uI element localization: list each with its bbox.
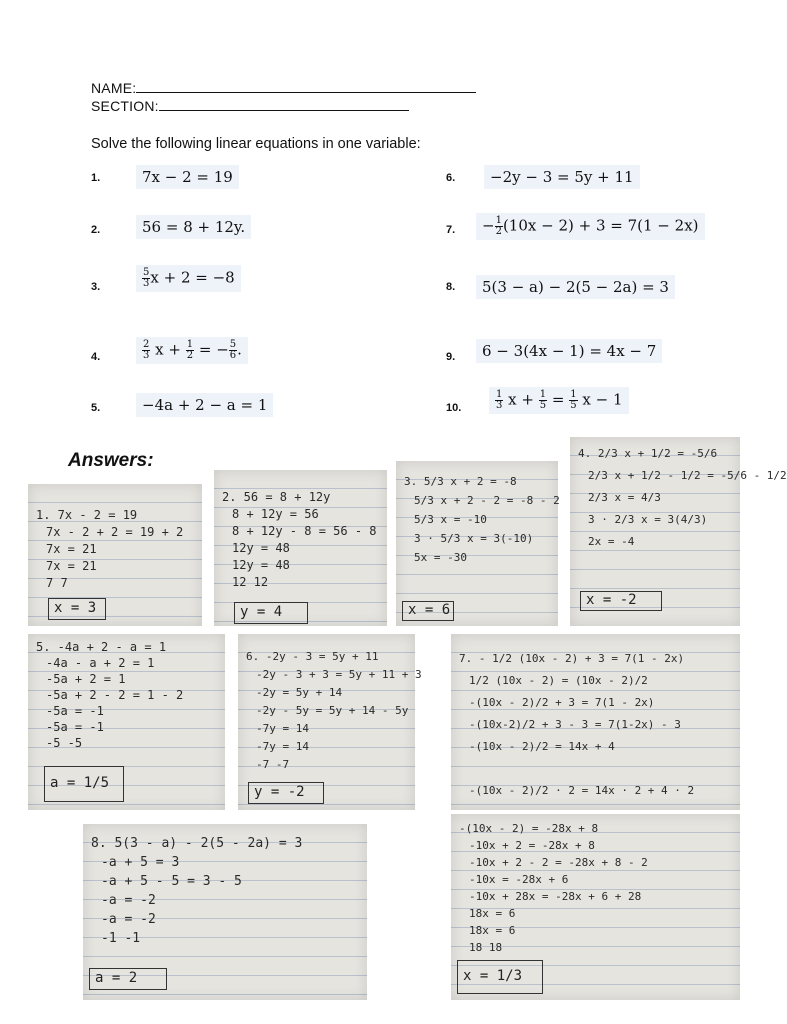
final-answer: a = 1/5	[50, 775, 110, 791]
fraction: $\frac{1}{3}$	[496, 389, 503, 411]
work-line: -5 -5	[46, 736, 83, 750]
question-number: 3.	[91, 281, 101, 293]
question-equation: −2y − 3 = 5y + 11	[484, 165, 640, 189]
work-line: 2/3 x = 4/3	[588, 491, 661, 504]
work-line: -10x + 2 - 2 = -28x + 8 - 2	[469, 856, 648, 869]
work-line: 5x = -30	[414, 551, 467, 564]
question-number: 10.	[446, 402, 462, 414]
question-number: 5.	[91, 402, 101, 414]
answer-photo-4	[570, 437, 787, 626]
work-line: -a = -2	[101, 912, 156, 927]
work-line: -10x + 2 = -28x + 8	[469, 839, 595, 852]
answer-photo-8	[83, 824, 367, 1000]
answer-photo-3	[396, 461, 558, 626]
question-equation: $\frac{2}{3}$ x + $\frac{1}{2}$ = − $\frac{5}{6}$ .	[136, 337, 248, 364]
work-line: 3 · 5/3 x = 3(-10)	[414, 532, 534, 545]
name-line	[136, 80, 476, 93]
section-field	[91, 98, 409, 114]
work-line: 12y = 48	[232, 541, 290, 555]
work-line: -(10x-2)/2 + 3 - 3 = 7(1-2x) - 3	[469, 718, 681, 731]
name-label: NAME:	[91, 80, 137, 96]
work-line: 7x = 21	[46, 559, 97, 573]
final-answer: x = 3	[54, 600, 97, 616]
question-number: 4.	[91, 351, 101, 363]
answer-photo-9	[451, 814, 740, 1000]
final-answer: y = -2	[254, 784, 305, 800]
question-equation: − $\frac{1}{2}$ (10x − 2) + 3 = 7(1 − 2x)	[476, 213, 705, 240]
work-line: 2/3 x + 1/2 - 1/2 = -5/6 - 1/2	[588, 469, 787, 482]
fraction: $\frac{2}{3}$	[143, 339, 150, 361]
work-line: -5a = -1	[46, 704, 104, 718]
fraction: $\frac{1}{2}$	[186, 339, 194, 361]
work-line: -7y = 14	[256, 722, 309, 735]
fraction: $\frac{1}{2}$	[495, 215, 502, 237]
question-equation: $\frac{1}{3}$ x + $\frac{1}{5}$ = $\frac{1}{5}$ x − 1	[489, 387, 629, 414]
question-equation: 7x − 2 = 19	[136, 165, 239, 189]
work-line: -a = -2	[101, 893, 156, 908]
work-line: 4. 2/3 x + 1/2 = -5/6	[578, 447, 718, 460]
work-line: 12 12	[232, 575, 269, 589]
work-line: 7 7	[46, 576, 68, 590]
work-line: -10x = -28x + 6	[469, 873, 569, 886]
work-line: -7y = 14	[256, 740, 309, 753]
work-line: 7x = 21	[46, 542, 97, 556]
work-line: -(10x - 2)/2 · 2 = 14x · 2 + 4 · 2	[469, 784, 695, 797]
question-equation: $\frac{5}{3}$ x + 2 = −8	[136, 265, 241, 292]
work-line: 18x = 6	[469, 907, 516, 920]
final-answer: a = 2	[95, 970, 138, 986]
fraction: $\frac{1}{5}$	[570, 389, 577, 411]
final-answer: x = -2	[586, 592, 637, 608]
question-number: 2.	[91, 224, 101, 236]
work-line: -2y - 5y = 5y + 14 - 5y	[256, 704, 409, 717]
section-label: SECTION:	[91, 98, 159, 114]
work-line: -5a + 2 = 1	[46, 672, 126, 686]
work-line: 6. -2y - 3 = 5y + 11	[246, 650, 379, 663]
answer-photo-7	[451, 634, 740, 810]
work-line: -(10x - 2)/2 + 3 = 7(1 - 2x)	[469, 696, 655, 709]
work-line: 8 + 12y - 8 = 56 - 8	[232, 524, 377, 538]
question-number: 6.	[446, 172, 456, 184]
work-line: -(10x - 2)/2 = 14x + 4	[469, 740, 615, 753]
work-line: -(10x - 2) = -28x + 8	[459, 822, 599, 835]
work-line: 5/3 x = -10	[414, 513, 487, 526]
work-line: 12y = 48	[232, 558, 290, 572]
final-answer: y = 4	[240, 604, 283, 620]
question-equation: 56 = 8 + 12y.	[136, 215, 251, 239]
work-line: -5a + 2 - 2 = 1 - 2	[46, 688, 184, 702]
fraction: $\frac{1}{5}$	[539, 389, 547, 411]
answer-photo-6	[238, 634, 422, 810]
answer-photo-1	[28, 484, 202, 626]
section-line	[159, 98, 409, 111]
question-number: 1.	[91, 172, 101, 184]
work-line: -a + 5 = 3	[101, 855, 180, 870]
name-field	[91, 80, 476, 96]
instructions: Solve the following linear equations in one variable:	[91, 136, 421, 152]
work-line: 3 · 2/3 x = 3(4/3)	[588, 513, 708, 526]
work-line: -1 -1	[101, 931, 141, 946]
work-line: 7. - 1/2 (10x - 2) + 3 = 7(1 - 2x)	[459, 652, 685, 665]
work-line: 5/3 x + 2 - 2 = -8 - 2	[414, 494, 560, 507]
work-line: 1. 7x - 2 = 19	[36, 508, 138, 522]
work-line: -2y = 5y + 14	[256, 686, 343, 699]
question-equation: −4a + 2 − a = 1	[136, 393, 273, 417]
work-line: -2y - 3 + 3 = 5y + 11 + 3	[256, 668, 422, 681]
question-equation: 5(3 − a) − 2(5 − 2a) = 3	[476, 275, 675, 299]
work-line: -7 -7	[256, 758, 290, 771]
question-number: 9.	[446, 351, 456, 363]
work-line: 8 + 12y = 56	[232, 507, 319, 521]
work-line: 7x - 2 + 2 = 19 + 2	[46, 525, 184, 539]
work-line: 8. 5(3 - a) - 2(5 - 2a) = 3	[91, 836, 303, 851]
question-equation: 6 − 3(4x − 1) = 4x − 7	[476, 339, 662, 363]
final-answer: x = 1/3	[463, 968, 523, 984]
work-line: 5. -4a + 2 - a = 1	[36, 640, 167, 654]
work-line: 2x = -4	[588, 535, 635, 548]
question-number: 8.	[446, 281, 456, 293]
question-number: 7.	[446, 224, 456, 236]
work-line: 18x = 6	[469, 924, 516, 937]
final-answer: x = 6	[408, 602, 451, 618]
work-line: 1/2 (10x - 2) = (10x - 2)/2	[469, 674, 648, 687]
work-line: 2. 56 = 8 + 12y	[222, 490, 331, 504]
work-line: 3. 5/3 x + 2 = -8	[404, 475, 517, 488]
work-line: 18 18	[469, 941, 503, 954]
work-line: -10x + 28x = -28x + 6 + 28	[469, 890, 642, 903]
answer-photo-5	[28, 634, 225, 810]
answer-photo-2	[214, 470, 387, 626]
work-line: -4a - a + 2 = 1	[46, 656, 155, 670]
work-line: -a + 5 - 5 = 3 - 5	[101, 874, 242, 889]
answers-title: Answers:	[68, 450, 154, 471]
fraction: $\frac{5}{6}$	[229, 339, 237, 361]
work-line: -5a = -1	[46, 720, 104, 734]
fraction: $\frac{5}{3}$	[143, 267, 150, 289]
